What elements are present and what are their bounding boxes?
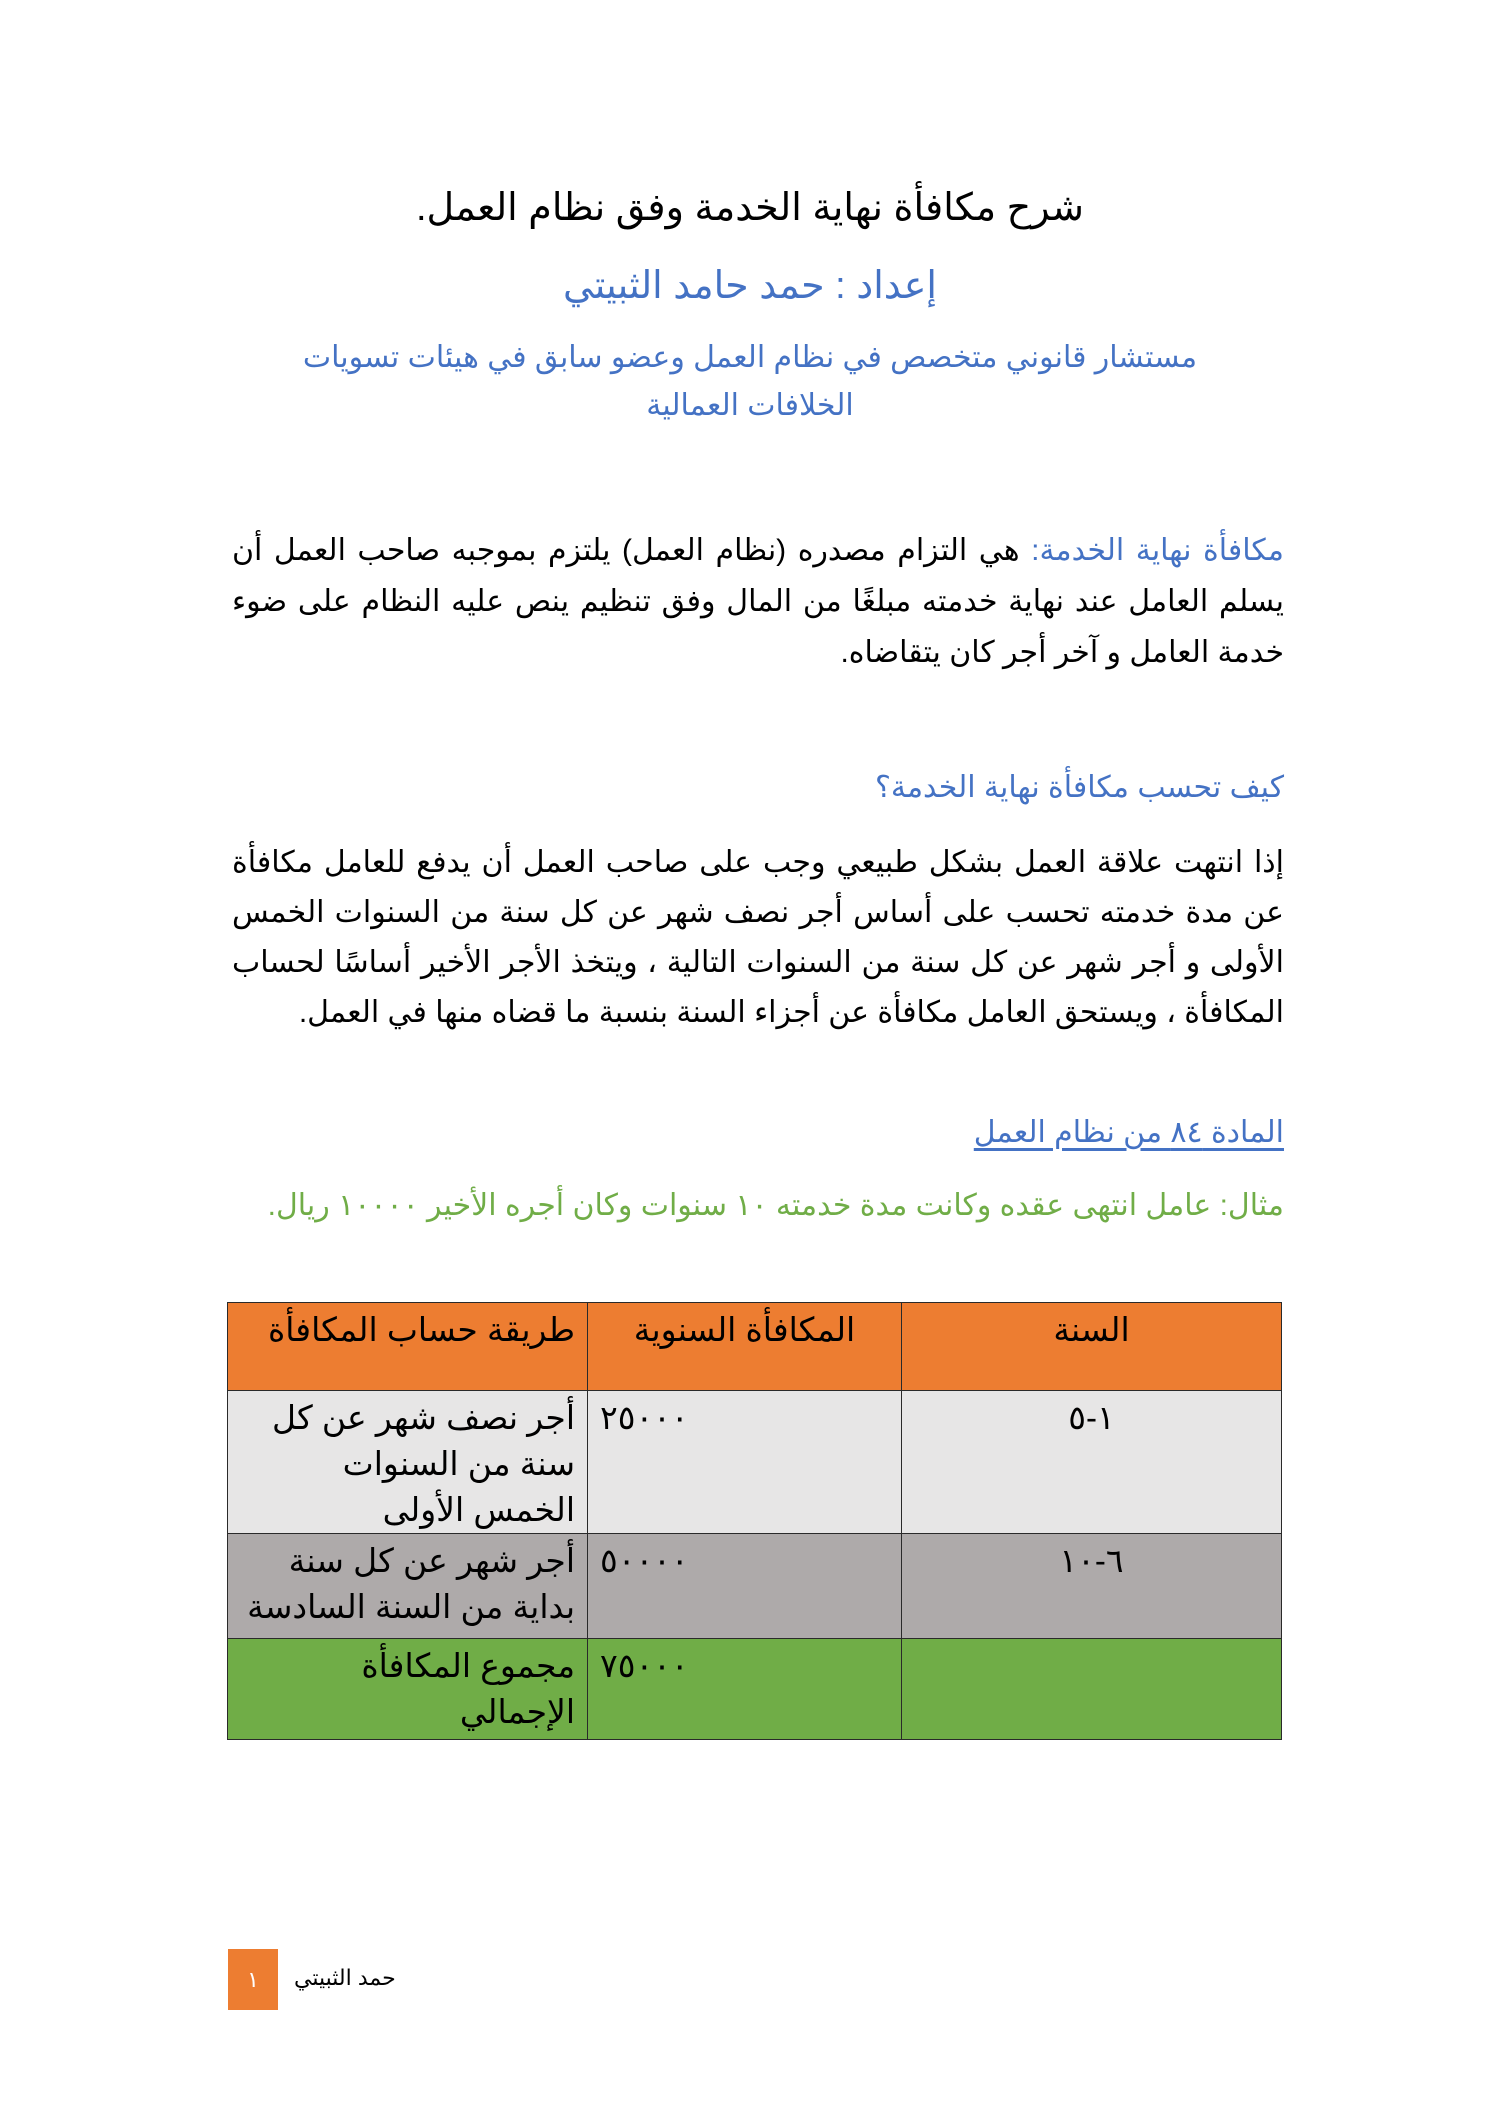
author-line: إعداد : حمد حامد الثبيتي	[563, 265, 937, 307]
cell-year: ٦-١٠	[902, 1534, 1282, 1639]
calculation-paragraph: إذا انتهت علاقة العمل بشكل طبيعي وجب على صاحب العمل أن يدفع للعامل مكافأة عن مدة خدمته تحسب على أساس أجر نصف شهر عن كل سنة من السنوات الخمس الأولى و أجر شهر عن كل سنة من السنوات التالية ، ويتخذ الأجر الأخير أساسًا لحساب المكافأة ، ويستحق العامل مكافأة عن أجزاء السنة بنسبة ما قضاه منها في العمل.	[232, 846, 1284, 1029]
table-row-total	[228, 1639, 1282, 1740]
table-row	[228, 1534, 1282, 1639]
table-row	[228, 1391, 1282, 1534]
cell-annual	[588, 1639, 902, 1740]
footer-author-name: حمد الثبيتي	[294, 1965, 396, 1990]
cell-year: ١-٥	[902, 1391, 1282, 1534]
cell-method: أجر نصف شهر عن كل سنة من السنوات الخمس الأولى	[228, 1391, 588, 1534]
example-paragraph: مثال: عامل انتهى عقده وكانت مدة خدمته ١٠ سنوات وكان أجره الأخير ١٠٠٠٠ ريال.	[267, 1189, 1284, 1222]
definition-text: هي التزام مصدره (نظام العمل) يلتزم بموجبه صاحب العمل أن يسلم العامل عند نهاية خدمته مبلغًا من المال وفق تنظيم ينص عليه النظام على ضوء خدمة العامل و آخر أجر كان يتقاضاه.	[232, 534, 1284, 669]
calculation-heading: كيف تحسب مكافأة نهاية الخدمة؟	[874, 771, 1284, 804]
calculation-table	[227, 1302, 1282, 1740]
cell-annual	[588, 1391, 902, 1534]
author-subtitle: مستشار قانوني متخصص في نظام العمل وعضو سابق في هيئات تسويات الخلافات العمالية	[302, 341, 1198, 422]
definition-term: مكافأة نهاية الخدمة:	[1031, 534, 1284, 567]
cell-method: أجر شهر عن كل سنة بداية من السنة السادسة	[228, 1534, 588, 1639]
cell-year	[902, 1639, 1282, 1740]
cell-annual	[588, 1534, 902, 1639]
article-reference-link[interactable]: المادة ٨٤ من نظام العمل	[973, 1116, 1284, 1149]
cell-annual-value: ٥٠٠٠٠	[600, 1542, 689, 1579]
table-header-row	[228, 1303, 1282, 1391]
article-reference	[232, 1108, 1284, 1158]
cell-method: مجموع المكافأة الإجمالي	[228, 1639, 588, 1740]
cell-annual-value: ٢٥٠٠٠	[600, 1399, 689, 1436]
header-method: طريقة حساب المكافأة	[228, 1303, 588, 1391]
definition-paragraph	[232, 525, 1284, 678]
page-number-badge: ١	[228, 1949, 278, 2010]
cell-annual-value: ٧٥٠٠٠	[600, 1647, 689, 1684]
page-title: شرح مكافأة نهاية الخدمة وفق نظام العمل.	[415, 187, 1085, 229]
header-year: السنة	[902, 1303, 1282, 1391]
header-annual-reward: المكافأة السنوية	[588, 1303, 902, 1391]
